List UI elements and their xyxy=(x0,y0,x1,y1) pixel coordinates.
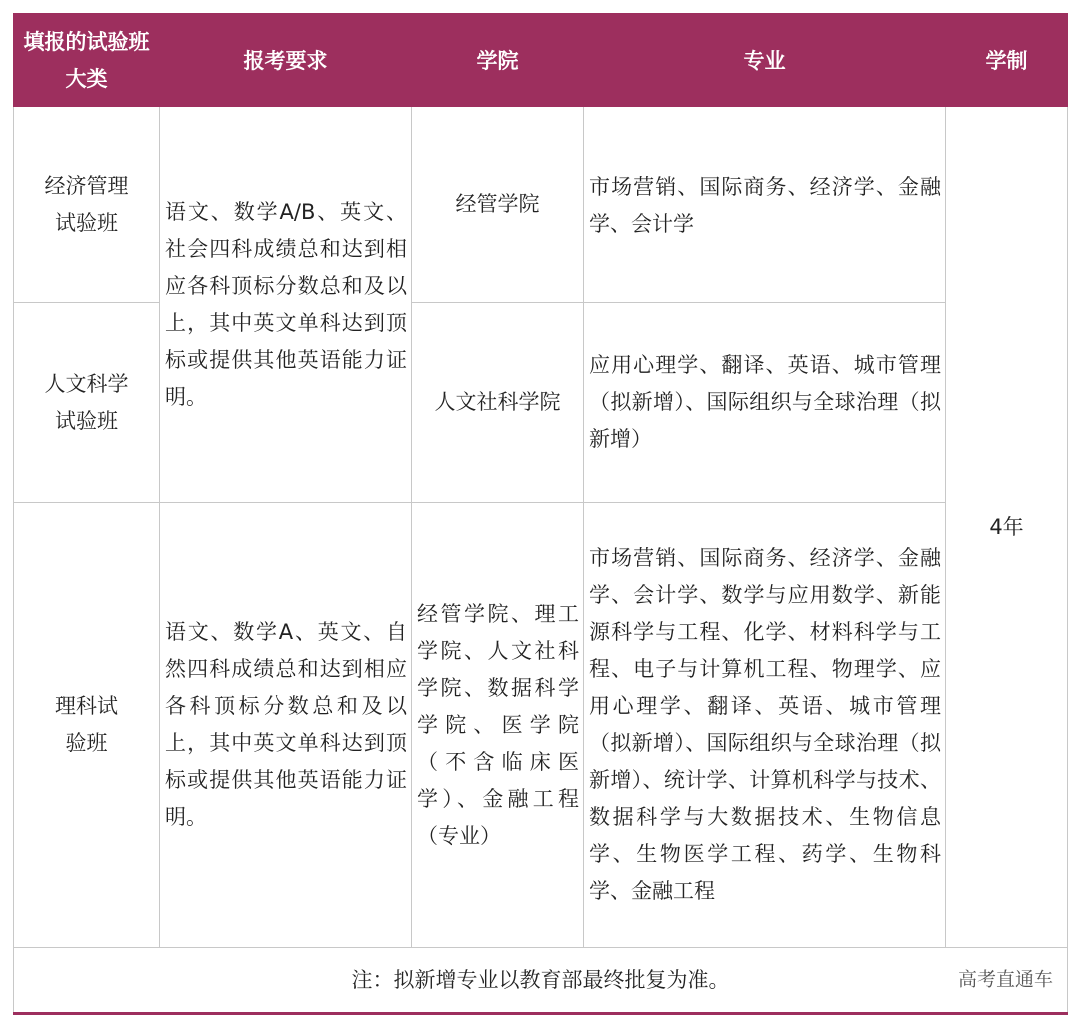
majors-cell xyxy=(584,107,946,303)
duration-text: 4年 xyxy=(989,514,1024,539)
requirement-cell xyxy=(160,107,412,503)
category-cell xyxy=(14,107,160,303)
requirement-text: 语文、数学A、英文、自然四科成绩总和达到相应各科顶标分数总和及以上，其中英文单科达到顶标或提供其他英语能力证明。 xyxy=(165,620,407,829)
table-row xyxy=(14,107,1068,303)
majors-cell xyxy=(584,303,946,503)
category-text: 人文科学试验班 xyxy=(44,371,129,433)
note-row xyxy=(14,948,1068,1014)
category-cell xyxy=(14,303,160,503)
requirement-cell xyxy=(160,503,412,948)
college-text: 人文社科学院 xyxy=(434,390,561,414)
majors-text: 市场营销、国际商务、经济学、金融学、会计学 xyxy=(589,175,941,236)
header-category: 填报的试验班大类 xyxy=(14,15,160,107)
note-cell xyxy=(14,948,1068,1014)
duration-cell xyxy=(946,107,1068,948)
college-text: 经管学院 xyxy=(455,192,540,216)
category-cell xyxy=(14,503,160,948)
header-requirement: 报考要求 xyxy=(160,15,412,107)
requirement-text: 语文、数学A/B、英文、社会四科成绩总和达到相应各科顶标分数总和及以上，其中英文单科达到顶标或提供其他英语能力证明。 xyxy=(165,199,407,409)
note-text: 注：拟新增专业以教育部最终批复为准。 xyxy=(351,967,730,992)
admission-table xyxy=(13,13,1068,1015)
table-row xyxy=(14,503,1068,948)
category-text: 理科试验班 xyxy=(55,694,118,755)
majors-text: 应用心理学、翻译、英语、城市管理（拟新增）、国际组织与全球治理（拟新增） xyxy=(589,353,941,451)
college-text: 经管学院、理工学院、人文社科学院、数据科学学院、医学院（不含临床医学）、金融工程（专业） xyxy=(417,601,579,848)
watermark-text: 高考直通车 xyxy=(957,968,1053,991)
category-text: 经济管理试验班 xyxy=(44,173,129,235)
majors-text: 市场营销、国际商务、经济学、金融学、会计学、数学与应用数学、新能源科学与工程、化学、材料科学与工程、电子与计算机工程、物理学、应用心理学、翻译、英语、城市管理（拟新增）、国际组织与全球治理（拟新增）、统计学、计算机科学与技术、数据科学与大数据技术、生物信息学、生物医学工程、药学、生物科学、金融工程 xyxy=(589,546,941,903)
header-college: 学院 xyxy=(412,15,584,107)
header-duration: 学制 xyxy=(946,15,1068,107)
college-cell xyxy=(412,107,584,303)
majors-cell xyxy=(584,503,946,948)
header-majors: 专业 xyxy=(584,15,946,107)
table-header-row xyxy=(14,15,1068,107)
college-cell xyxy=(412,503,584,948)
college-cell xyxy=(412,303,584,503)
